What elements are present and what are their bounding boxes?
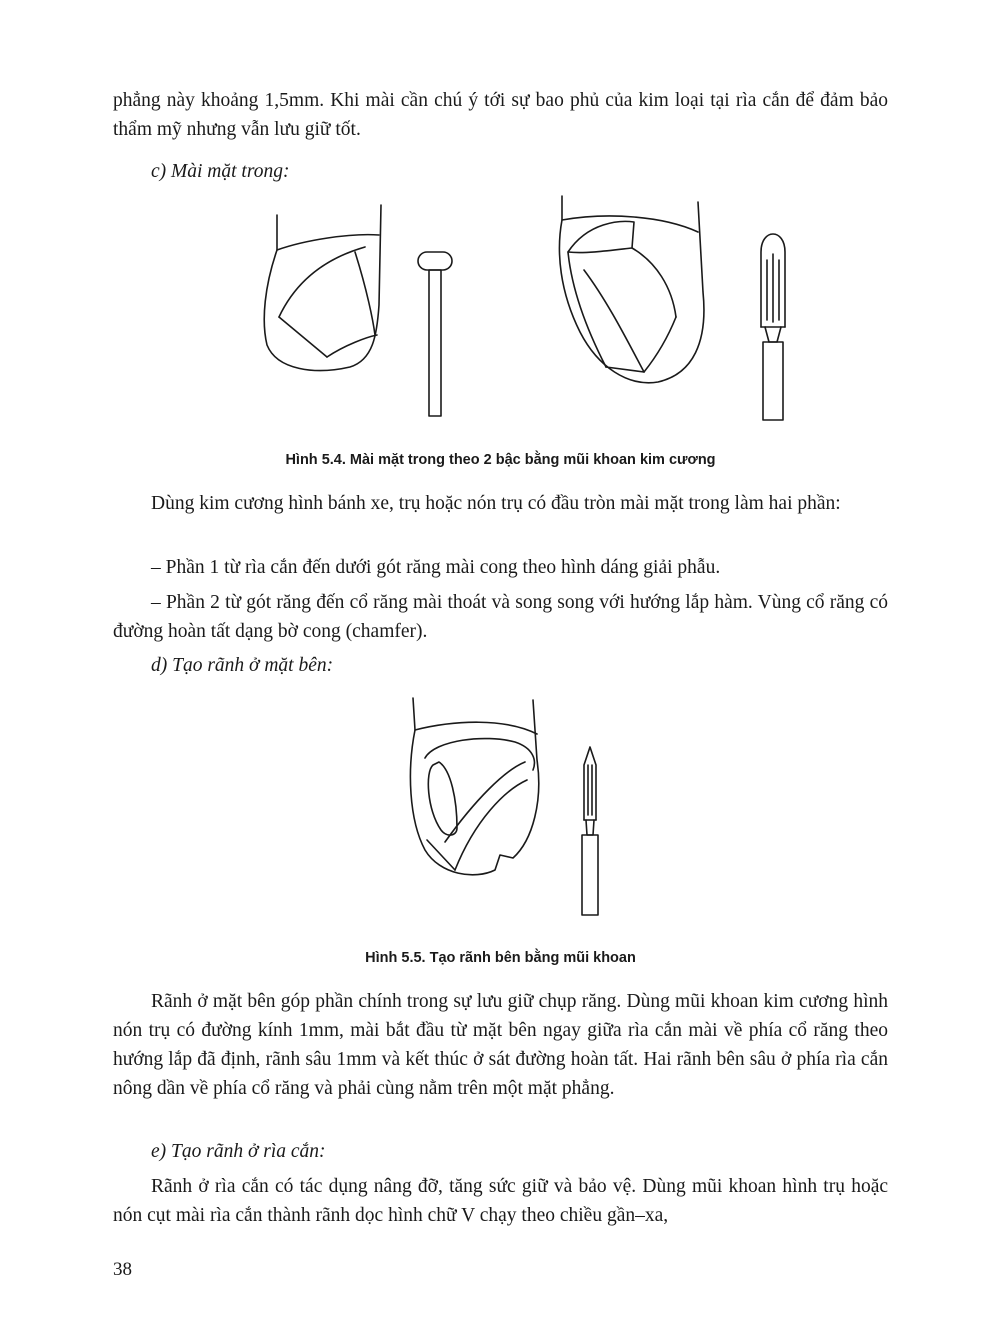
- figure-5-4-tooth-left: [255, 195, 395, 385]
- figure-5-5-bur: [575, 745, 605, 920]
- figure-5-4-bur-wheel: [410, 250, 460, 420]
- heading-c: c) Mài mặt trong:: [151, 161, 290, 182]
- page-number: 38: [113, 1259, 132, 1280]
- figure-5-5-caption: Hình 5.5. Tạo rãnh bên bằng mũi khoan: [365, 950, 636, 966]
- paragraph-4: – Phần 2 từ gót răng đến cổ răng mài thoát và song song với hướng lắp hàm. Vùng cổ răng có đường hoàn tất dạng bờ cong (chamfer).: [113, 592, 888, 642]
- figure-5-4-tooth-right: [548, 192, 718, 397]
- figure-5-4-caption: Hình 5.4. Mài mặt trong theo 2 bậc bằng mũi khoan kim cương: [285, 452, 716, 468]
- paragraph-2: Dùng kim cương hình bánh xe, trụ hoặc nón trụ có đầu tròn mài mặt trong làm hai phần:: [151, 493, 841, 514]
- paragraph-1: phẳng này khoảng 1,5mm. Khi mài cần chú ý tới sự bao phủ của kim loại tại rìa cắn để đảm bảo thẩm mỹ nhưng vẫn lưu giữ tốt.: [113, 90, 888, 140]
- paragraph-6: Rãnh ở rìa cắn có tác dụng nâng đỡ, tăng sức giữ và bảo vệ. Dùng mũi khoan hình trụ hoặc nón cụt mài rìa cắn thành rãnh dọc hình chữ V chạy theo chiều gần–xa,: [113, 1176, 888, 1226]
- paragraph-3: – Phần 1 từ rìa cắn đến dưới gót răng mài cong theo hình dáng giải phẫu.: [151, 557, 721, 578]
- figure-5-4-bur-cylinder: [755, 232, 791, 424]
- heading-e: e) Tạo rãnh ở rìa cắn:: [151, 1141, 326, 1162]
- figure-5-5-tooth: [405, 690, 555, 885]
- heading-d: d) Tạo rãnh ở mặt bên:: [151, 655, 334, 676]
- paragraph-5: Rãnh ở mặt bên góp phần chính trong sự lưu giữ chụp răng. Dùng mũi khoan kim cương hình nón trụ có đường kính 1mm, mài bắt đầu từ mặt bên ngay giữa rìa cắn mài về phía cổ răng theo hướng lắp đã định, rãnh sâu 1mm và kết thúc ở sát đường hoàn tất. Hai rãnh bên sâu ở phía rìa cắn nông dần về phía cổ răng và phải cùng nằm trên một mặt phẳng.: [113, 991, 888, 1099]
